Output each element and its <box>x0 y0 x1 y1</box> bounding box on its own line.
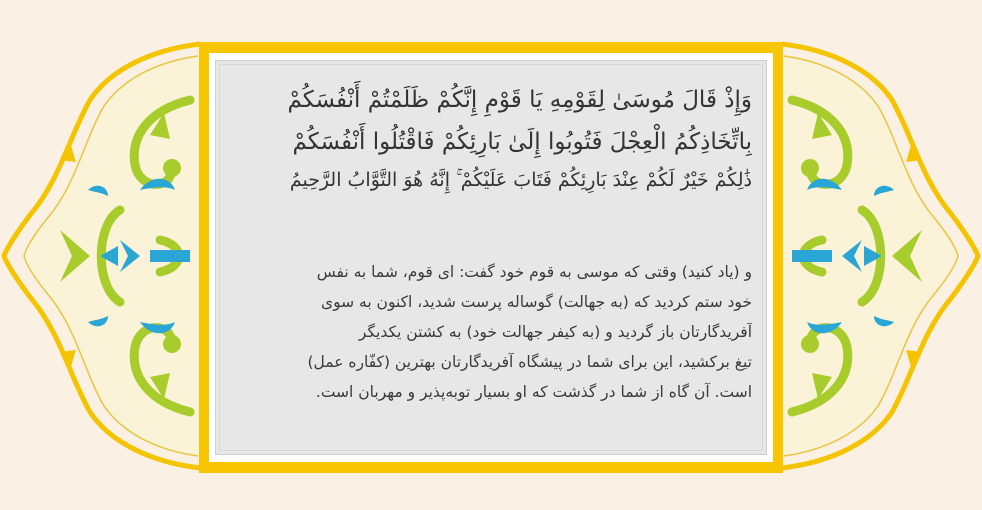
translation-line: تیغ برکشید، این برای شما در پیشگاه آفریدگارتان بهترین (کفّاره عمل) <box>307 353 752 371</box>
white-mat <box>209 53 773 462</box>
arabic-line: وَإِذْ قَالَ مُوسَىٰ لِقَوْمِهِ يَا قَوْمِ إِنَّكُمْ ظَلَمْتُمْ أَنْفُسَكُمْ <box>287 87 752 113</box>
left-arabesque-ornament <box>0 40 205 472</box>
text-panel <box>215 60 767 455</box>
arabic-line: بِاتِّخَاذِكُمُ الْعِجْلَ فَتُوبُوا إِلَىٰ بَارِئِكُمْ فَاقْتُلُوا أَنْفُسَكُمْ <box>292 129 752 155</box>
translation-line: و (یاد کنید) وقتی که موسی به قوم خود گفت: ای قوم، شما به نفس <box>316 263 752 281</box>
translation-line: خود ستم کردید که (به جهالت) گوساله پرست شدید، اکنون به سوی <box>320 293 752 311</box>
right-arabesque-ornament <box>777 40 982 472</box>
gold-frame <box>199 42 783 473</box>
translation-line: است. آن گاه از شما در گذشت که او بسیار توبه‌پذیر و مهربان است. <box>315 383 752 401</box>
arabic-verse <box>230 79 752 197</box>
arabic-line: ذَٰلِكُمْ خَيْرٌ لَكُمْ عِنْدَ بَارِئِكُمْ فَتَابَ عَلَيْكُمْ ۚ إِنَّهُ هُوَ التَّوَّابُ الرَّحِيمُ <box>289 169 752 191</box>
translation-line: آفریدگارتان باز گردید و (به کیفر جهالت خود) به کشتن یکدیگر <box>358 323 752 341</box>
persian-translation <box>230 257 752 407</box>
